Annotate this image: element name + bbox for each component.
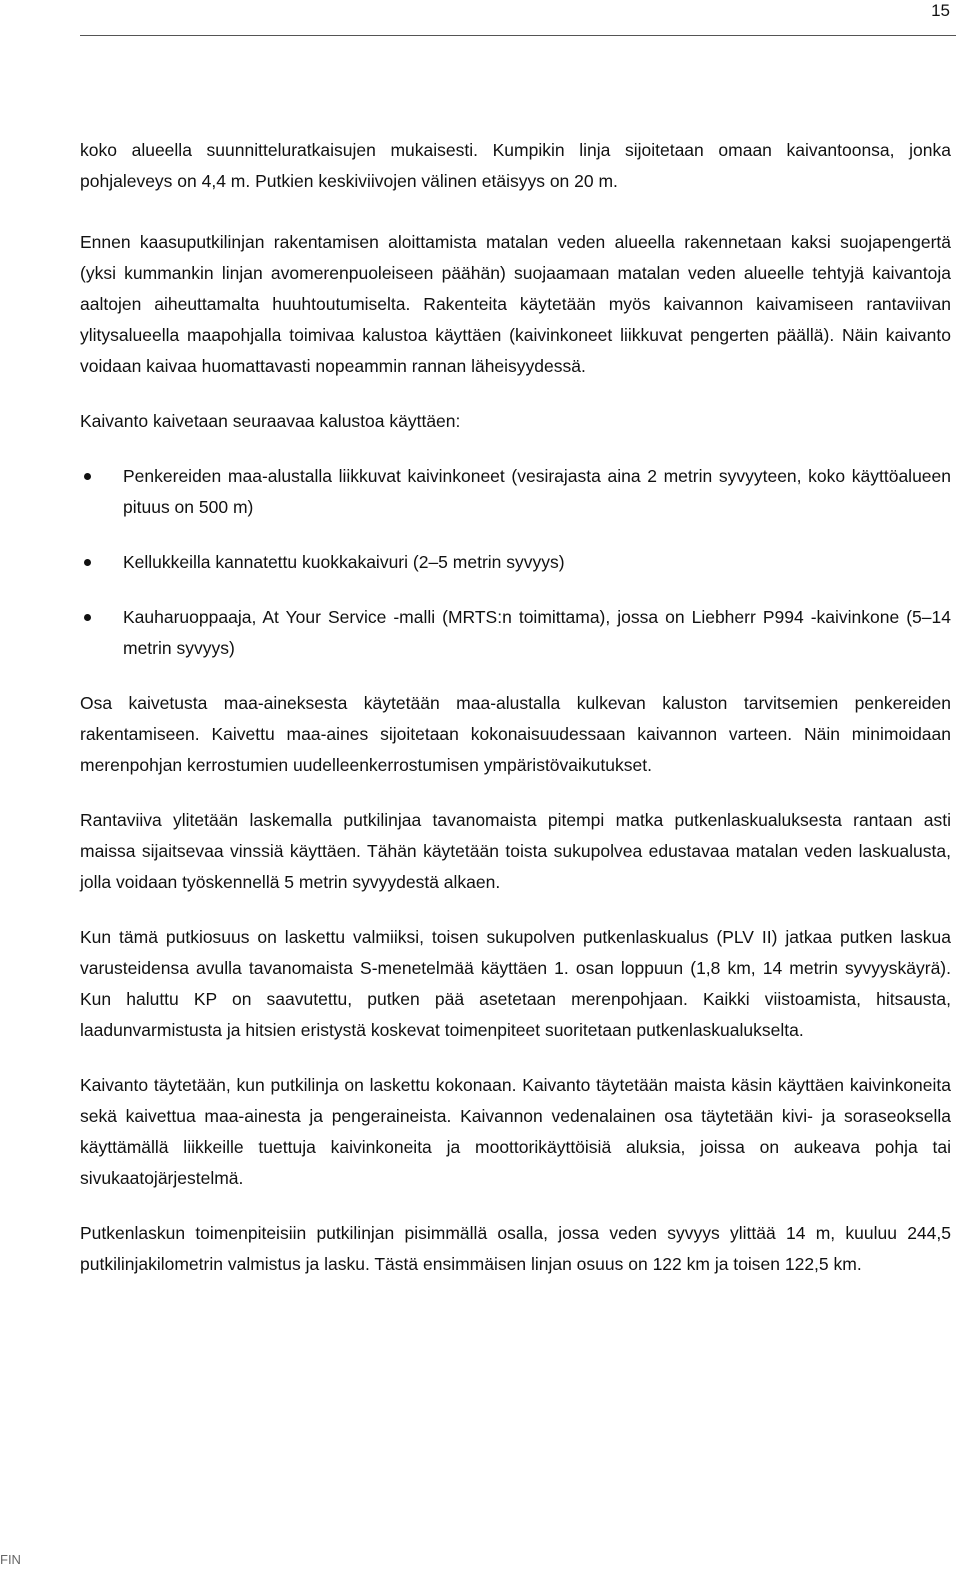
- paragraph-4: Osa kaivetusta maa-aineksesta käytetään maa-alustalla kulkevan kaluston tarvitsemien penkereiden rakentamiseen. Kaivettu maa-aines sijoitetaan kokonaisuudessaan kaivannon varteen. Näin minimoidaan merenpohjan kerrostumien uudelleenkerrostumisen ympäristövaikutukset.: [80, 693, 951, 775]
- equipment-list: [80, 461, 951, 664]
- page-number: 15: [931, 1, 950, 20]
- list-item-text: Kauharuoppaaja, At Your Service -malli (MRTS:n toimittama), jossa on Liebherr P994 -kaivinkone (5–14 metrin syvyys): [123, 607, 951, 658]
- paragraph-1: koko alueella suunnitteluratkaisujen mukaisesti. Kumpikin linja sijoitetaan omaan kaivantoonsa, jonka pohjaleveys on 4,4 m. Putkien keskiviivojen välinen etäisyys on 20 m.: [80, 140, 951, 191]
- list-item: [80, 547, 951, 578]
- list-item: [80, 461, 951, 523]
- paragraph-5: Rantaviiva ylitetään laskemalla putkilinjaa tavanomaista pitempi matka putkenlaskualuksesta rantaan asti maissa sijaitsevaa vinssiä käyttäen. Tähän käytetään toista sukupolvea edustavaa matalan veden laskualusta, jolla voidaan työskennellä 5 metrin syvyydestä alkaen.: [80, 810, 951, 892]
- bullet-icon: [84, 559, 91, 566]
- bullet-icon: [84, 473, 91, 480]
- paragraph-3: Kaivanto kaivetaan seuraavaa kalustoa käyttäen:: [80, 411, 461, 431]
- list-item-text: Penkereiden maa-alustalla liikkuvat kaivinkoneet (vesirajasta aina 2 metrin syvyyteen, koko käyttöalueen pituus on 500 m): [123, 466, 951, 517]
- paragraph-2: Ennen kaasuputkilinjan rakentamisen aloittamista matalan veden alueella rakennetaan kaksi suojapengertä (yksi kummankin linjan avomerenpuoleiseen päähän) suojaamaan matalan veden alueelle tehtyjä kaivantoja aaltojen aiheuttamalta huuhtoutumiselta. Rakenteita käytetään myös kaivannon kaivamiseen rantaviivan ylitysalueella maapohjalla toimivaa kalustoa käyttäen (kaivinkoneet liikkuvat pengerten päällä). Näin kaivanto voidaan kaivaa huomattavasti nopeammin rannan läheisyydessä.: [80, 232, 951, 376]
- paragraph-7: Kaivanto täytetään, kun putkilinja on laskettu kokonaan. Kaivanto täytetään maista käsin käyttäen kaivinkoneita sekä kaivettua maa-ainesta ja pengeraineista. Kaivannon vedenalainen osa täytetään kivi- ja soraseoksella käyttämällä liikkeille tuettuja kaivinkoneita ja moottorikäyttöisiä aluksia, joissa on aukeava pohja tai sivukaatojärjestelmä.: [80, 1075, 951, 1188]
- list-item-text: Kellukkeilla kannatettu kuokkakaivuri (2–5 metrin syvyys): [123, 552, 565, 572]
- footer-language-label: FIN: [0, 1552, 21, 1567]
- paragraph-6: Kun tämä putkiosuus on laskettu valmiiksi, toisen sukupolven putkenlaskualus (PLV II) jatkaa putken laskua varusteidensa avulla tavanomaista S-menetelmää käyttäen 1. osan loppuun (1,8 km, 14 metrin syvyyskäyrä). Kun haluttu KP on saavutettu, putken pää asetetaan merenpohjaan. Kaikki viistoamista, hitsausta, laadunvarmistusta ja hitsien eristystä koskevat toimenpiteet suoritetaan putkenlaskualukselta.: [80, 927, 951, 1040]
- bullet-icon: [84, 614, 91, 621]
- document-body: [80, 135, 951, 1305]
- paragraph-8: Putkenlaskun toimenpiteisiin putkilinjan pisimmällä osalla, jossa veden syvyys ylittää 14 m, kuuluu 244,5 putkilinjakilometrin valmistus ja lasku. Tästä ensimmäisen linjan osuus on 122 km ja toisen 122,5 km.: [80, 1223, 951, 1274]
- header-rule: [80, 35, 956, 36]
- list-item: [80, 602, 951, 664]
